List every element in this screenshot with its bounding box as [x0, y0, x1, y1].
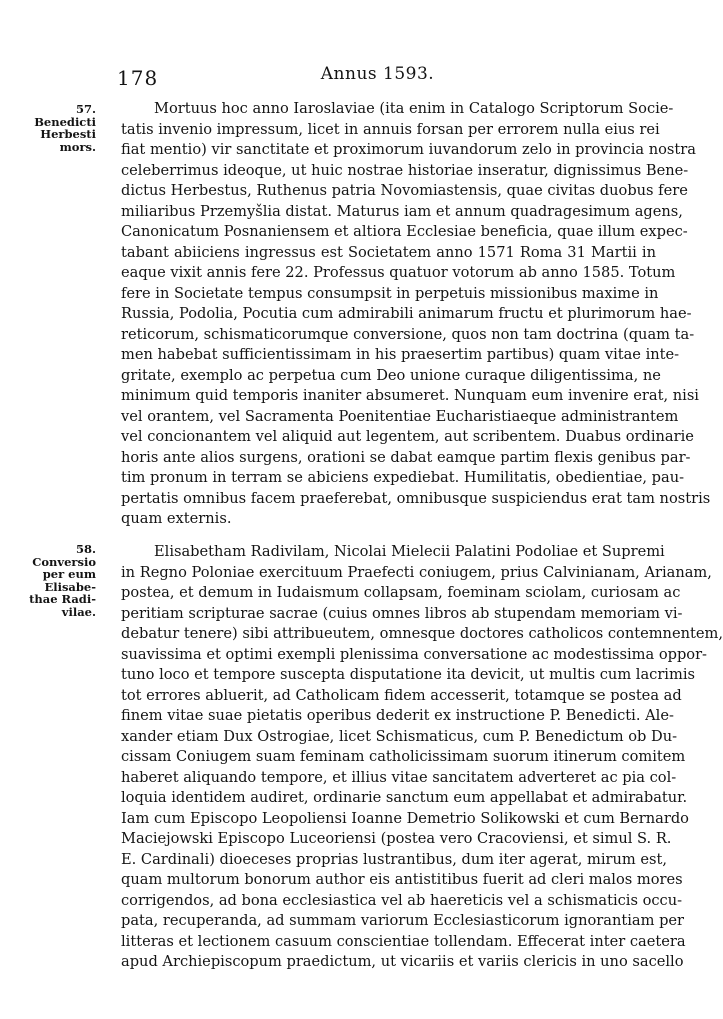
- text-line: Maciejowski Episcopo Luceoriensi (postea vero Cracoviensi, et simul S. R.: [121, 830, 672, 847]
- text-line: postea, et demum in Iudaismum collapsam, foeminam sciolam, curiosam ac: [121, 584, 681, 601]
- text-line: reticorum, schismaticorumque conversione, quos non tam doctrina (quam ta-: [121, 325, 695, 343]
- text-line: gritate, exemplo ac perpetua cum Deo unione curaque diligentissima, ne: [121, 366, 661, 384]
- page-number: 178: [117, 66, 159, 90]
- text-line: tuno loco et tempore suscepta disputatione ita devicit, ut multis cum lacrimis: [121, 666, 695, 683]
- text-line: Iam cum Episcopo Leopoliensi Ioanne Demetrio Solikowski et cum Bernardo: [121, 809, 689, 827]
- margin-note-line: per eum: [42, 567, 96, 581]
- text-line: suavissima et optimi exempli plenissima conversatione ac modestissima oppor-: [121, 645, 707, 663]
- margin-note-57: [28, 103, 96, 153]
- text-line: quam multorum bonorum author eis antistitibus fuerit ad cleri malos mores: [121, 871, 683, 888]
- text-line: eaque vixit annis fere 22. Professus quatuor votorum ab anno 1585. Totum: [121, 264, 676, 281]
- text-line: E. Cardinali) dioeceses proprias lustrantibus, dum iter agerat, mirum est,: [121, 850, 667, 868]
- text-line: tot errores abluerit, ad Catholicam fidem accesserit, totamque se postea ad: [121, 686, 682, 704]
- text-line: apud Archiepiscopum praedictum, ut vicariis et variis clericis in uno sacello: [121, 953, 684, 970]
- text-line: pata, recuperanda, ad summam variorum Ecclesiasticorum ignorantiam per: [121, 912, 685, 929]
- margin-note-line: Conversio: [32, 554, 96, 569]
- margin-note-line: Herbesti: [40, 127, 96, 141]
- text-line: Canonicatum Posnaniensem et altiora Ecclesiae beneficia, quae illum expec-: [121, 223, 688, 240]
- margin-note-line: vilae.: [61, 604, 96, 619]
- text-line: Elisabetham Radivilam, Nicolai Mielecii Palatini Podoliae et Supremi: [154, 543, 665, 560]
- text-line: men habebat sufficientissimam in his praesertim partibus) quam vitae inte-: [121, 346, 680, 363]
- text-line: horis ante alios surgens, orationi se dabat eamque partim flexis genibus par-: [121, 448, 691, 466]
- text-line: Mortuus hoc anno Iaroslaviae (ita enim in Catalogo Scriptorum Socie-: [154, 100, 674, 117]
- text-line: pertatis omnibus facem praeferebat, omnibusque suspiciendus erat tam nostris: [121, 489, 711, 507]
- text-line: peritiam scripturae sacrae (cuius omnes libros ab stupendam memoriam vi-: [121, 604, 683, 622]
- margin-note-line: Benedicti: [34, 114, 96, 129]
- text-line: fere in Societate tempus consumpsit in perpetuis missionibus maxime in: [121, 284, 659, 302]
- text-line: miliaribus Przemyšlia distat. Maturus iam et annum quadragesimum agens,: [121, 202, 683, 220]
- margin-note-number: 58.: [75, 542, 96, 556]
- paragraph-57: [121, 99, 711, 530]
- text-line: vel orantem, vel Sacramenta Poenitentiae Eucharistiaeque administrantem: [121, 407, 679, 425]
- text-line: vel concionantem vel aliquid aut legentem, aut scribentem. Duabus ordinarie: [121, 428, 694, 445]
- margin-note-number: 57.: [75, 102, 96, 116]
- text-line: dictus Herbestus, Ruthenus patria Novomiastensis, quae civitas duobus fere: [121, 182, 688, 199]
- paragraph-58: [121, 542, 723, 973]
- text-line: tim pronum in terram se abiciens expediebat. Humilitatis, obedientiae, pau-: [121, 469, 685, 486]
- margin-note-line: Elisabe-: [44, 579, 96, 594]
- text-line: tabant abiiciens ingressus est Societatem anno 1571 Roma 31 Martii in: [121, 243, 656, 261]
- text-line: corrigendos, ad bona ecclesiastica vel ab haereticis vel a schismaticis occu-: [121, 891, 683, 909]
- margin-note-58: [28, 543, 96, 618]
- text-line: litteras et lectionem casuum conscientiae tollendam. Effecerat inter caetera: [121, 932, 686, 950]
- margin-note-line: thae Radi-: [29, 592, 96, 606]
- text-line: cissam Coniugem suam feminam catholicissimam suorum itinerum comitem: [121, 748, 686, 765]
- text-line: loquia identidem audiret, ordinarie sanctum eum appellabat et admirabatur.: [121, 789, 688, 806]
- text-line: fiat mentio) vir sanctitate et proximorum iuvandorum zelo in provincia nostra: [121, 141, 696, 158]
- text-line: celeberrimus ideoque, ut huic nostrae historiae inseratur, dignissimus Bene-: [121, 161, 689, 179]
- text-line: minimum quid temporis inaniter absumeret. Nunquam eum invenire erat, nisi: [121, 387, 699, 404]
- text-line: finem vitae suae pietatis operibus dederit ex instructione P. Benedicti. Ale-: [121, 707, 674, 724]
- text-line: haberet aliquando tempore, et illius vitae sancitatem adverteret ac pia col-: [121, 768, 677, 786]
- text-line: in Regno Poloniae exercituum Praefecti coniugem, prius Calvinianam, Arianam,: [121, 563, 712, 581]
- margin-note-line: mors.: [59, 139, 96, 154]
- text-line: quam externis.: [121, 510, 232, 527]
- text-line: tatis invenio impressum, licet in annuis forsan per errorem nulla eius rei: [121, 120, 660, 138]
- running-title: Annus 1593.: [320, 64, 435, 84]
- text-line: Russia, Podolia, Pocutia cum admirabili animarum fructu et plurimorum hae-: [121, 305, 692, 322]
- text-line: xander etiam Dux Ostrogiae, licet Schismaticus, cum P. Benedictum ob Du-: [121, 727, 678, 745]
- text-line: debatur tenere) sibi attribueutem, omnesque doctores catholicos contemnentem,: [121, 625, 723, 642]
